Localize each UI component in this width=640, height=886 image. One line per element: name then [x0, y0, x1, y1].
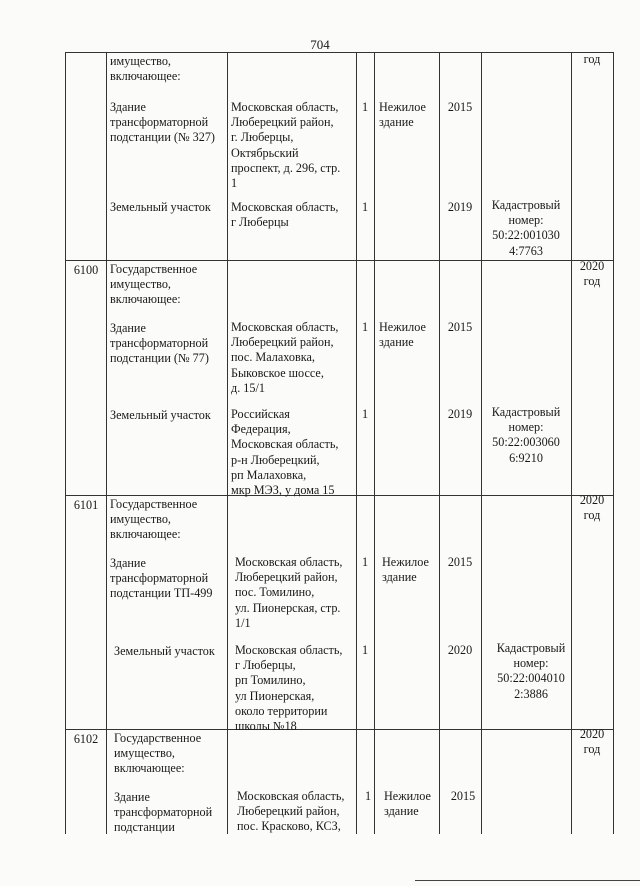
- item-address: Московская область, г Люберцы, рп Томилино, ул Пионерская, около территории школы №18: [235, 643, 343, 734]
- item-type: Нежилое здание: [379, 100, 426, 130]
- item-address: Московская область, Люберецкий район, пос. Красково, КСЗ,: [237, 789, 345, 834]
- item-year: 2020: [447, 643, 473, 657]
- block-header: Государственное имущество, включающее:: [114, 731, 202, 776]
- item-address: Московская область, Люберецкий район, г. Люберцы, Октябрьский проспект, д. 296, стр. 1: [231, 100, 341, 191]
- property-table: [65, 52, 614, 834]
- column-divider: [227, 52, 228, 834]
- item-address: Российская Федерация, Московская область, р-н Люберецкий, рп Малаховка, мкр МЭЗ, у дома 15: [231, 407, 339, 498]
- item-type: Нежилое здание: [384, 789, 431, 819]
- item-type: Нежилое здание: [382, 555, 429, 585]
- column-divider: [439, 52, 440, 834]
- item-type: Нежилое здание: [379, 320, 426, 350]
- block-header: Государственное имущество, включающее:: [110, 497, 198, 542]
- item-year: 2015: [447, 320, 473, 334]
- item-quantity: 1: [361, 320, 369, 334]
- item-name: Здание трансформаторной подстанции ТП-499: [110, 556, 213, 601]
- block-year: 2020 год: [579, 493, 605, 523]
- item-year: 2015: [447, 555, 473, 569]
- item-note: Кадастровый номер: 50:22:004010 2:3886: [496, 641, 566, 701]
- block-header: имущество, включающее:: [110, 54, 181, 84]
- item-address: Московская область, Люберецкий район, пос. Малаховка, Быковское шоссе, д. 15/1: [231, 320, 339, 395]
- block-year: год: [583, 52, 601, 66]
- block-number: 6101: [73, 498, 99, 512]
- item-quantity: 1: [364, 789, 372, 803]
- block-number: 6100: [73, 263, 99, 277]
- item-name: Земельный участок: [110, 200, 211, 214]
- item-year: 2019: [447, 200, 473, 214]
- item-address: Московская область, г Люберцы: [231, 200, 339, 230]
- column-divider: [374, 52, 375, 834]
- item-name: Земельный участок: [114, 644, 215, 658]
- item-note: Кадастровый номер: 50:22:001030 4:7763: [491, 198, 561, 258]
- block-year: 2020 год: [579, 727, 605, 757]
- item-year: 2015: [450, 789, 476, 803]
- block-year: 2020 год: [579, 259, 605, 289]
- bottom-rule: [415, 880, 640, 881]
- item-quantity: 1: [361, 643, 369, 657]
- column-divider: [106, 52, 107, 834]
- column-divider: [571, 52, 572, 834]
- item-name: Здание трансформаторной подстанции (№ 327): [110, 100, 215, 145]
- item-quantity: 1: [361, 407, 369, 421]
- item-year: 2019: [447, 407, 473, 421]
- item-address: Московская область, Люберецкий район, пос. Томилино, ул. Пионерская, стр. 1/1: [235, 555, 343, 630]
- block-number: 6102: [73, 732, 99, 746]
- item-year: 2015: [447, 100, 473, 114]
- item-name: Здание трансформаторной подстанции: [114, 790, 213, 835]
- row-divider: [66, 52, 613, 53]
- row-divider: [66, 260, 613, 261]
- item-quantity: 1: [361, 100, 369, 114]
- item-name: Здание трансформаторной подстанции (№ 77): [110, 321, 209, 366]
- item-note: Кадастровый номер: 50:22:003060 6:9210: [491, 405, 561, 465]
- item-name: Земельный участок: [110, 408, 211, 422]
- block-header: Государственное имущество, включающее:: [110, 262, 198, 307]
- page-number: 704: [310, 37, 330, 52]
- item-quantity: 1: [361, 555, 369, 569]
- item-quantity: 1: [361, 200, 369, 214]
